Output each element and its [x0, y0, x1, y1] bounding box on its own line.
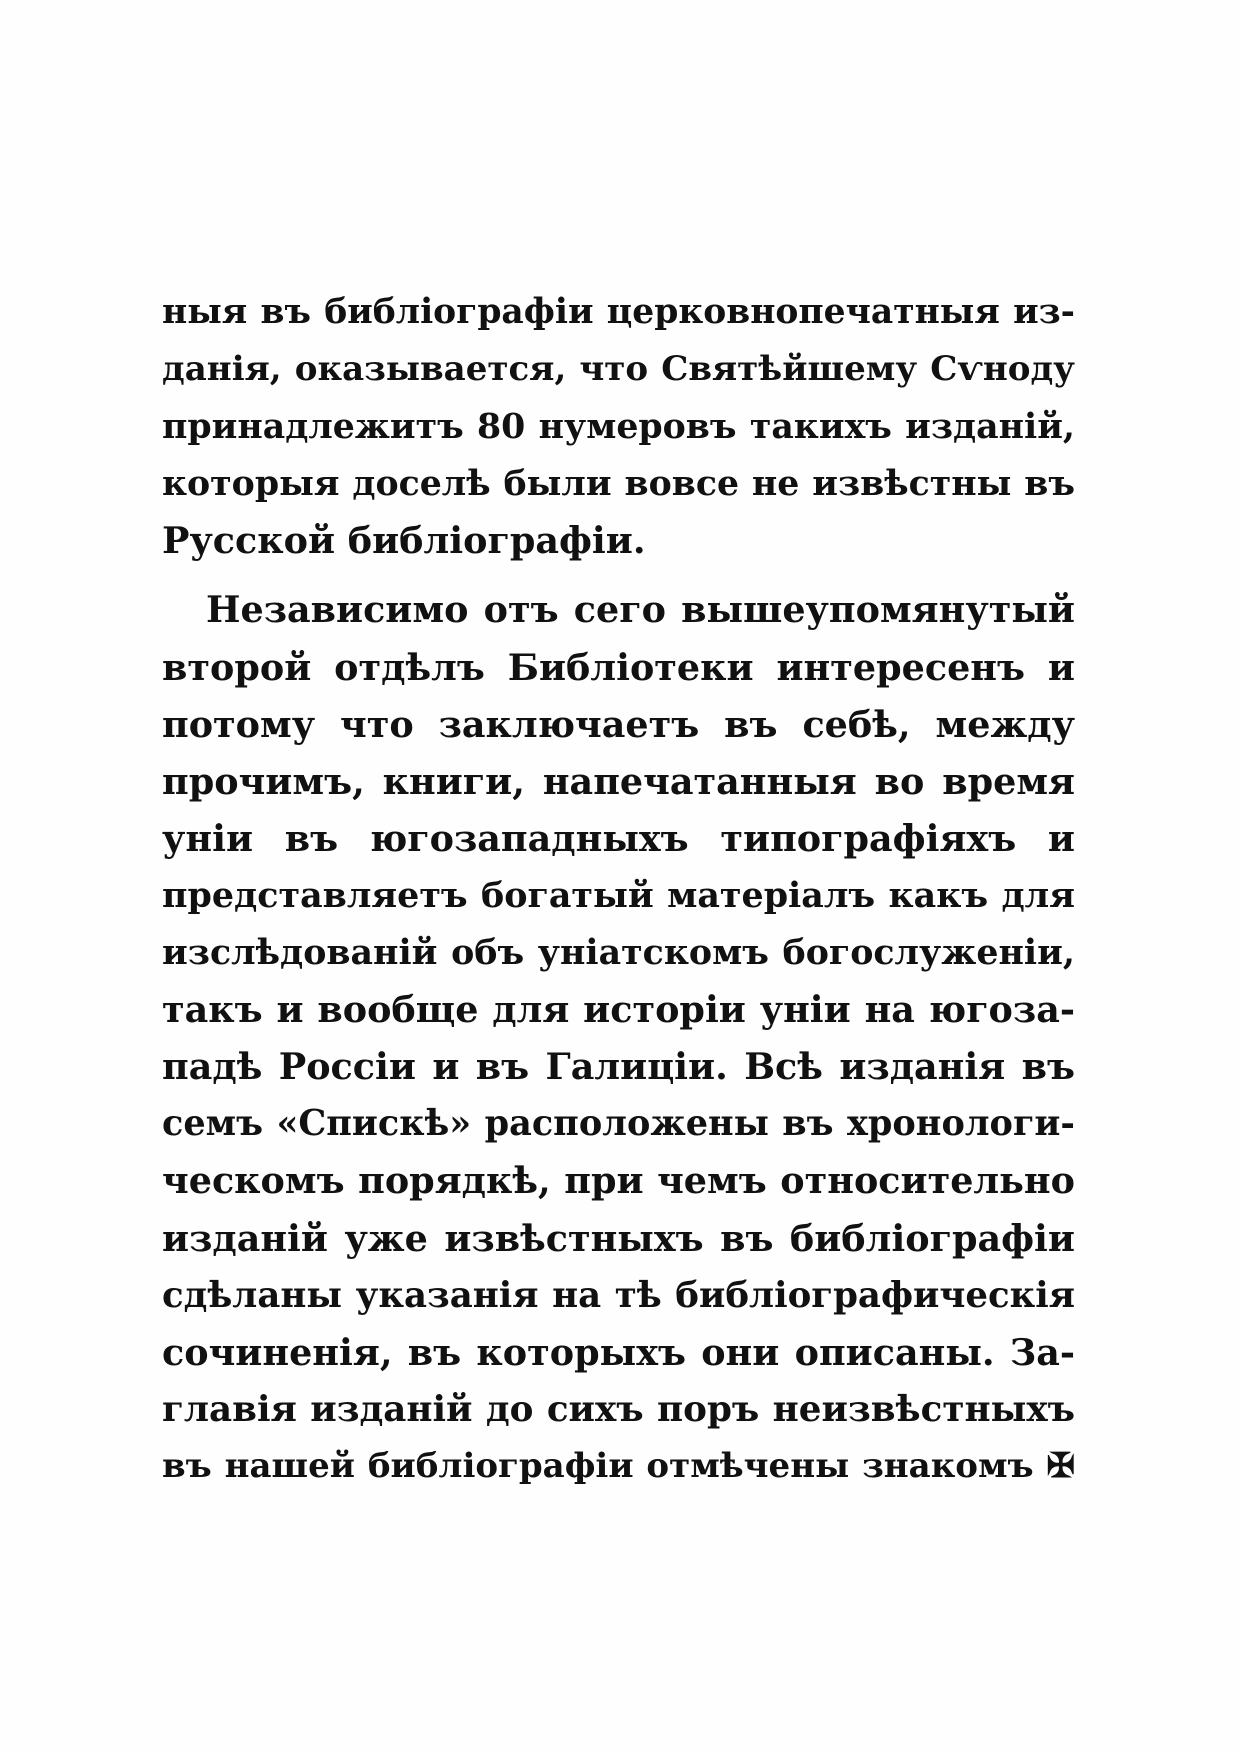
text-line: изслѣдованій объ уніатскомъ богослуженіи,: [162, 932, 1075, 974]
text-line: сдѣланы указанія на тѣ библіографическія: [162, 1274, 1075, 1316]
text-line: такъ и вообще для исторіи уніи на югоза-: [162, 988, 1075, 1032]
text-line: въ нашей библіографіи отмѣчены знакомъ ✠: [162, 1445, 1075, 1486]
text-line: которыя доселѣ были вовсе не извѣстны въ: [162, 463, 1075, 505]
text-line: принадлежитъ 80 нумеровъ такихъ изданій,: [162, 406, 1075, 448]
text-line: ческомъ порядкѣ, при чемъ относительно: [162, 1159, 1075, 1203]
text-line: изданій уже извѣстныхъ въ библіографіи: [162, 1216, 1075, 1260]
text-line: ныя въ библіографіи церковнопечатныя из-: [162, 292, 1075, 332]
text-line: главія изданій до сихъ поръ неизвѣстныхъ: [162, 1387, 1075, 1430]
paragraph-gap: [162, 569, 1075, 581]
text-line: Русской библіографіи.: [162, 519, 646, 563]
text-line: потому что заключаетъ въ себѣ, между: [162, 702, 1075, 746]
text-line: семъ «Спискѣ» расположены въ хронологи-: [162, 1103, 1075, 1145]
text-line: уніи въ югозападныхъ типографіяхъ и: [162, 816, 1075, 860]
text-line: сочиненія, въ которыхъ они описаны. За-: [162, 1330, 1075, 1374]
text-line: Независимо отъ сего вышеупомянутый: [206, 588, 1075, 632]
text-line: второй отдѣлъ Библіотеки интересенъ и: [162, 645, 1075, 689]
text-line: падѣ Россіи и въ Галиціи. Всѣ изданія въ: [162, 1045, 1075, 1089]
paragraph-2: [162, 581, 1075, 1495]
text-line: прочимъ, книги, напечатанныя во время: [162, 759, 1075, 803]
paragraph-1: [162, 284, 1075, 569]
text-line: данія, оказывается, что Святѣйшему Сѵноду: [162, 349, 1075, 390]
body-text: [162, 284, 1075, 1495]
text-line: представляетъ богатый матеріалъ какъ для: [162, 874, 1075, 916]
